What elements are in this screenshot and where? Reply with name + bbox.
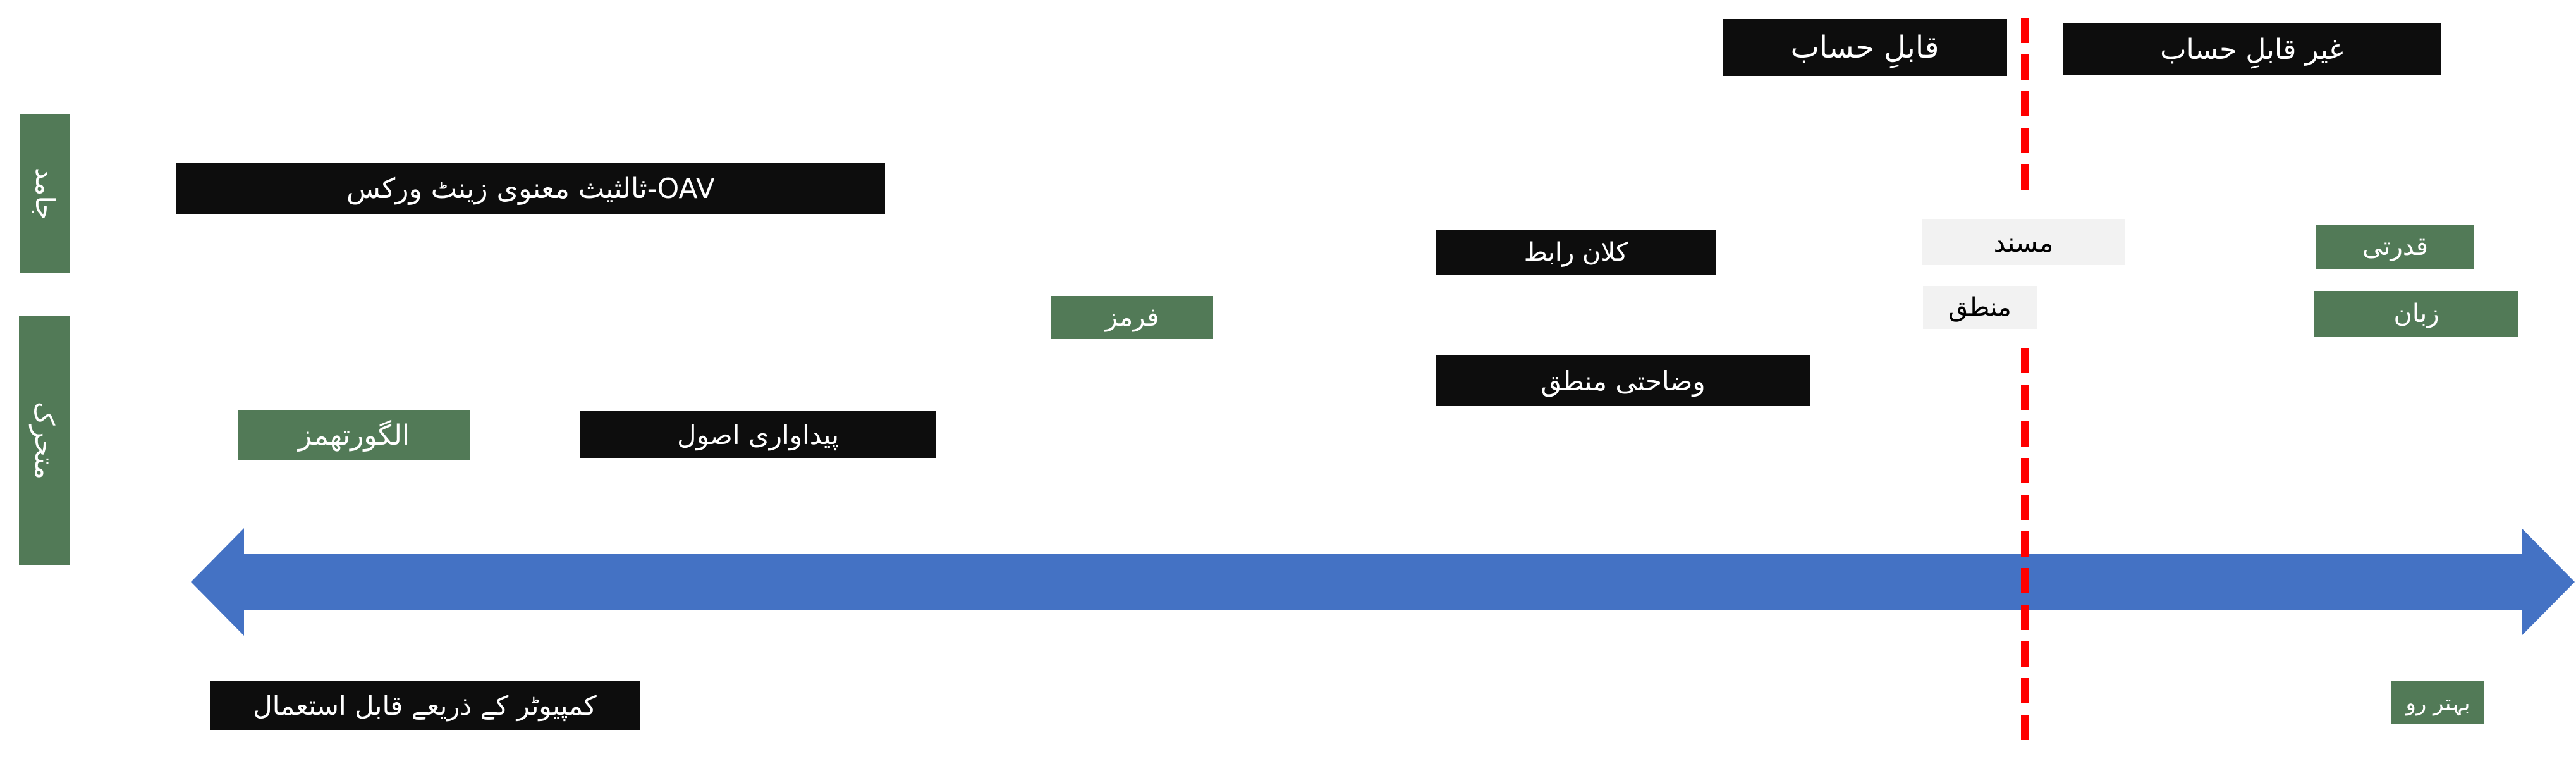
box-computer-usable: کمپیوٹر کے ذریعے قابل استعمال (210, 681, 640, 730)
box-production-principles: پیداواری اصول (580, 411, 936, 458)
side-label-dynamic (19, 316, 70, 565)
box-descriptive-logic: وضاحتی منطق (1436, 355, 1810, 406)
box-macro-link: کلان رابط (1436, 230, 1716, 275)
box-language: زبان (2314, 291, 2518, 337)
header-non-computable: غیر قابلِ حساب (2063, 23, 2441, 75)
header-computable: قابلِ حساب (1723, 19, 2007, 76)
box-algorithms: الگورتھمز (238, 410, 470, 460)
side-label-dynamic-text: متحرک (29, 401, 61, 480)
box-tdhalith: OAV-ثالثیث معنوی زینٹ ورکس (176, 163, 885, 214)
axis-arrow (191, 528, 2575, 636)
box-natural: قدرتی (2316, 225, 2474, 269)
box-mantiq: منطق (1923, 286, 2037, 329)
box-firms: فرمز (1051, 296, 1213, 339)
side-label-static-text: جامد (30, 167, 61, 220)
box-masnad: مسند (1922, 219, 2125, 265)
box-better: بہتر رو (2391, 681, 2484, 724)
side-label-static (20, 114, 70, 273)
